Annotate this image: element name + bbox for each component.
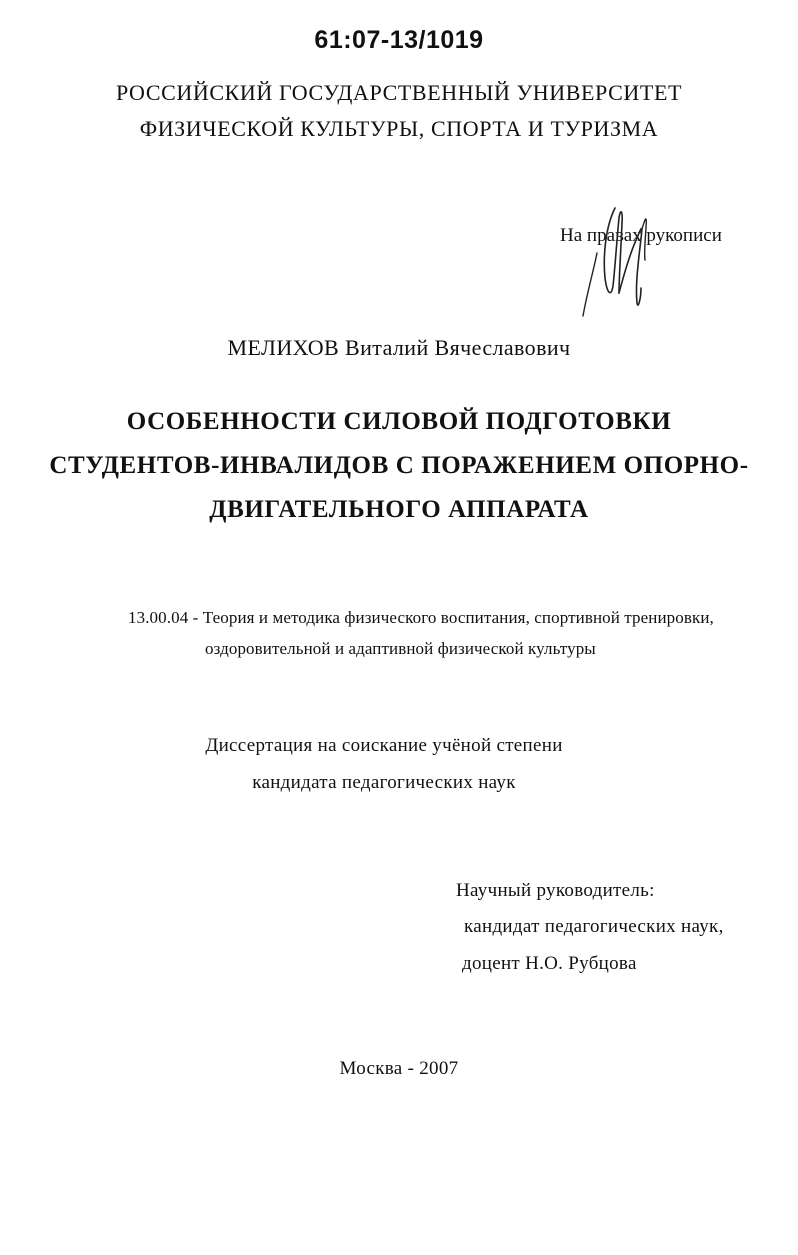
degree-line-1: Диссертация на соискание учёной степени (205, 735, 563, 756)
specialty-line-2: оздоровительной и адаптивной физической культуры (205, 639, 596, 658)
university-name-line-2: ФИЗИЧЕСКОЙ КУЛЬТУРЫ, СПОРТА И ТУРИЗМА (139, 116, 659, 141)
dissertation-title-line-3: ДВИГАТЕЛЬНОГО АППАРАТА (209, 496, 589, 523)
signature (575, 198, 655, 323)
dissertation-title-line-2: СТУДЕНТОВ-ИНВАЛИДОВ С ПОРАЖЕНИЕМ ОПОРНО- (49, 452, 749, 479)
specialty-line-1: 13.00.04 - Теория и методика физического воспитания, спортивной тренировки, (128, 608, 714, 627)
archive-code: 61:07-13/1019 (314, 26, 484, 54)
author-name: МЕЛИХОВ Виталий Вячеславович (227, 335, 571, 360)
supervisor-label: Научный руководитель: (456, 880, 655, 901)
city-year: Москва - 2007 (339, 1058, 459, 1079)
supervisor-name: доцент Н.О. Рубцова (462, 953, 637, 974)
degree-line-2: кандидата педагогических наук (252, 772, 516, 793)
manuscript-rights-note: На правах рукописи (560, 225, 722, 246)
dissertation-title-line-1: ОСОБЕННОСТИ СИЛОВОЙ ПОДГОТОВКИ (126, 408, 672, 435)
supervisor-degree: кандидат педагогических наук, (464, 916, 724, 937)
university-name-line-1: РОССИЙСКИЙ ГОСУДАРСТВЕННЫЙ УНИВЕРСИТЕТ (115, 80, 683, 105)
